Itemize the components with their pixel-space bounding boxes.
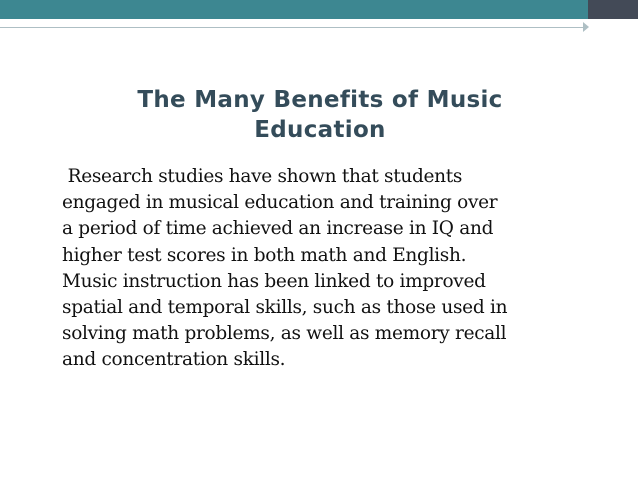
slide-title-line-1: The Many Benefits of Music <box>137 87 503 113</box>
body-line-8: and concentration skills. <box>62 349 286 371</box>
header-rule-arrow-marker <box>583 22 589 32</box>
body-line-7: solving math problems, as well as memory recall <box>62 323 507 345</box>
top-accent-bar <box>0 0 638 19</box>
slide-title <box>60 85 580 145</box>
slide-body-text <box>62 164 607 374</box>
body-line-3: a period of time achieved an increase in IQ and <box>62 218 494 240</box>
body-line-6: spatial and temporal skills, such as those used in <box>62 297 508 319</box>
top-accent-bar-dark-segment <box>588 0 638 19</box>
body-line-2: engaged in musical education and training over <box>62 192 498 214</box>
body-line-1: Research studies have shown that students <box>62 166 463 187</box>
header-rule-line <box>0 27 583 28</box>
body-line-4: higher test scores in both math and English. <box>62 244 467 266</box>
body-line-5: Music instruction has been linked to improved <box>62 270 486 292</box>
slide-title-line-2: Education <box>254 117 386 143</box>
